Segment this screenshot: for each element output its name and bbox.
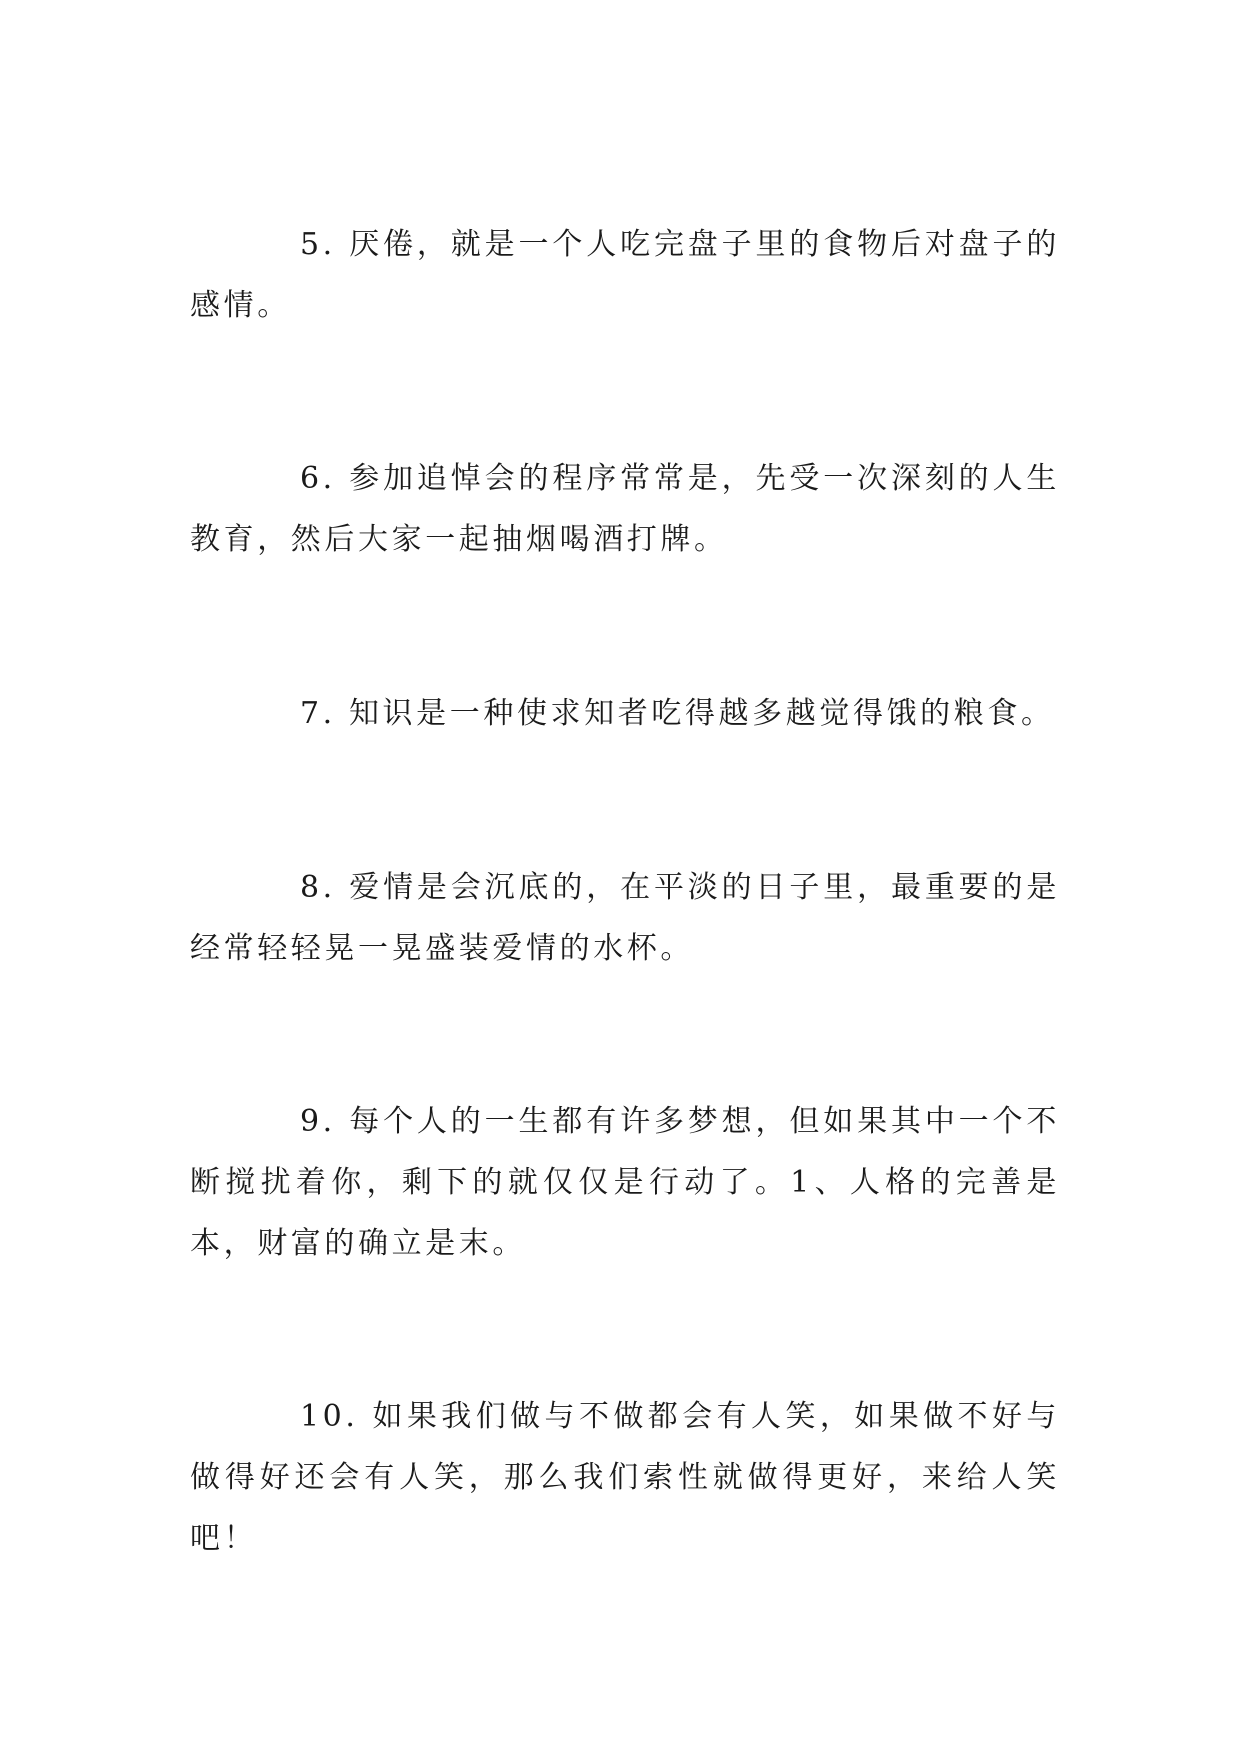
paragraph-9: 9. 每个人的一生都有许多梦想，但如果其中一个不断搅扰着你，剩下的就仅仅是行动了。1、人格的完善是本，财富的确立是末。 [190, 1104, 1060, 1261]
paragraph-5: 5. 厌倦，就是一个人吃完盘子里的食物后对盘子的感情。 [190, 227, 1060, 323]
paragraph-8: 8. 爱情是会沉底的，在平淡的日子里，最重要的是经常轻轻晃一晃盛装爱情的水杯。 [190, 870, 1060, 966]
paragraph-6: 6. 参加追悼会的程序常常是，先受一次深刻的人生教育，然后大家一起抽烟喝酒打牌。 [190, 461, 1060, 557]
paragraph-7: 7. 知识是一种使求知者吃得越多越觉得饿的粮食。 [300, 696, 1055, 731]
paragraph-10: 10. 如果我们做与不做都会有人笑，如果做不好与做得好还会有人笑，那么我们索性就做得更好，来给人笑吧！ [190, 1399, 1060, 1556]
